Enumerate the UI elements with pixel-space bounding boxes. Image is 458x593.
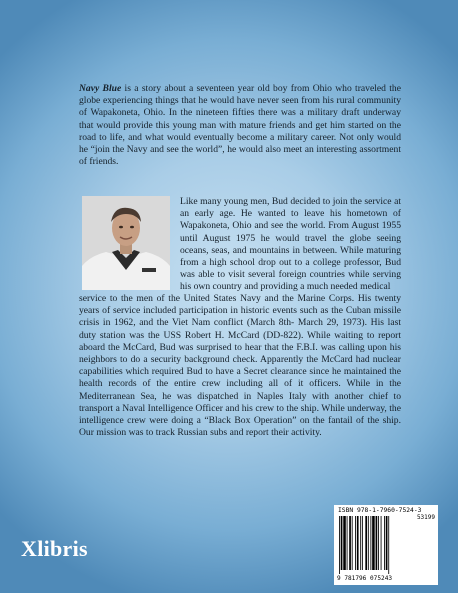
barcode-bar <box>341 516 343 570</box>
barcode-bar <box>376 516 378 570</box>
isbn-label: ISBN 978-1-7960-7524-3 <box>338 507 422 514</box>
book-title: Navy Blue <box>79 83 122 94</box>
isbn-barcode <box>334 505 438 585</box>
barcode-bar <box>357 516 359 570</box>
story-paragraph-bottom: service to the men of the United States Navy and the Marine Corps. His twenty years of service included participation in historic events such as the Cuban missile crisis in 1962, and the Viet Nam conflict (March 8th- March 29, 1973). His last duty station was the USS Robert H. McCard (DD-822). While waiting to report aboard the McCard, Bud was surprised to hear that the F.B.I. was calling upon his neighbors to do a security background check. Apparently the McCard had nuclear capabilities which required Bud to have a Secret clearance since he maintained the health records of the entire crew including all of it officers. While in the Mediterranean Sea, he was dispatched in Naples Italy with another chief to transport a Naval Intelligence Officer and his crew to the ship. While underway, the intelligence crew were doing a “Black Box Operation” on the fantail of the ship. Our mission was to track Russian subs and report their activity. <box>79 293 401 439</box>
barcode-bar <box>343 516 346 570</box>
barcode-bar <box>365 516 367 570</box>
price-code: 53199 <box>416 514 435 521</box>
barcode-bar <box>388 516 389 574</box>
barcode-bar <box>370 516 371 570</box>
barcode-bar <box>372 516 375 570</box>
barcode-bar <box>339 516 340 574</box>
barcode-bar <box>386 516 388 570</box>
barcode-digits: 9 781796 075243 <box>337 575 393 582</box>
intro-text: is a story about a seventeen year old boy from Ohio who traveled the globe experiencing things that he would have never seen from his rural community of Wapakoneta, Ohio. In the nineteen fifties there was a military draft underway that would provide this young man with mature friends and get him started on the road to life, and what would eventually become a military career. Not only would he “join the Navy and see the world”, he would also meet an interesting assortment of friends. <box>79 83 401 168</box>
barcode-bar <box>378 516 379 570</box>
author-photo <box>82 196 170 290</box>
barcode-bar <box>381 516 382 570</box>
intro-paragraph <box>79 83 401 168</box>
barcode-bar <box>352 516 353 570</box>
barcode-bar <box>347 516 348 570</box>
barcode-bar <box>368 516 369 570</box>
barcode-bar <box>349 516 351 570</box>
story-paragraph-top: Like many young men, Bud decided to join the service at an early age. He wanted to leave his hometown of Wapakoneta, Ohio and see the world. From August 1955 until August 1975 he would travel the globe seeing oceans, seas, and mountains in between. While maturing from a high school drop out to a college professor, Bud was able to visit several foreign countries while serving his own country and providing a much needed medical <box>180 196 401 293</box>
barcode-bar <box>362 516 363 570</box>
barcode-bar <box>384 516 385 570</box>
barcode-bar <box>355 516 356 570</box>
publisher-logo: Xlibris <box>21 536 88 561</box>
barcode-bars <box>338 516 410 574</box>
barcode-bar <box>360 516 361 570</box>
